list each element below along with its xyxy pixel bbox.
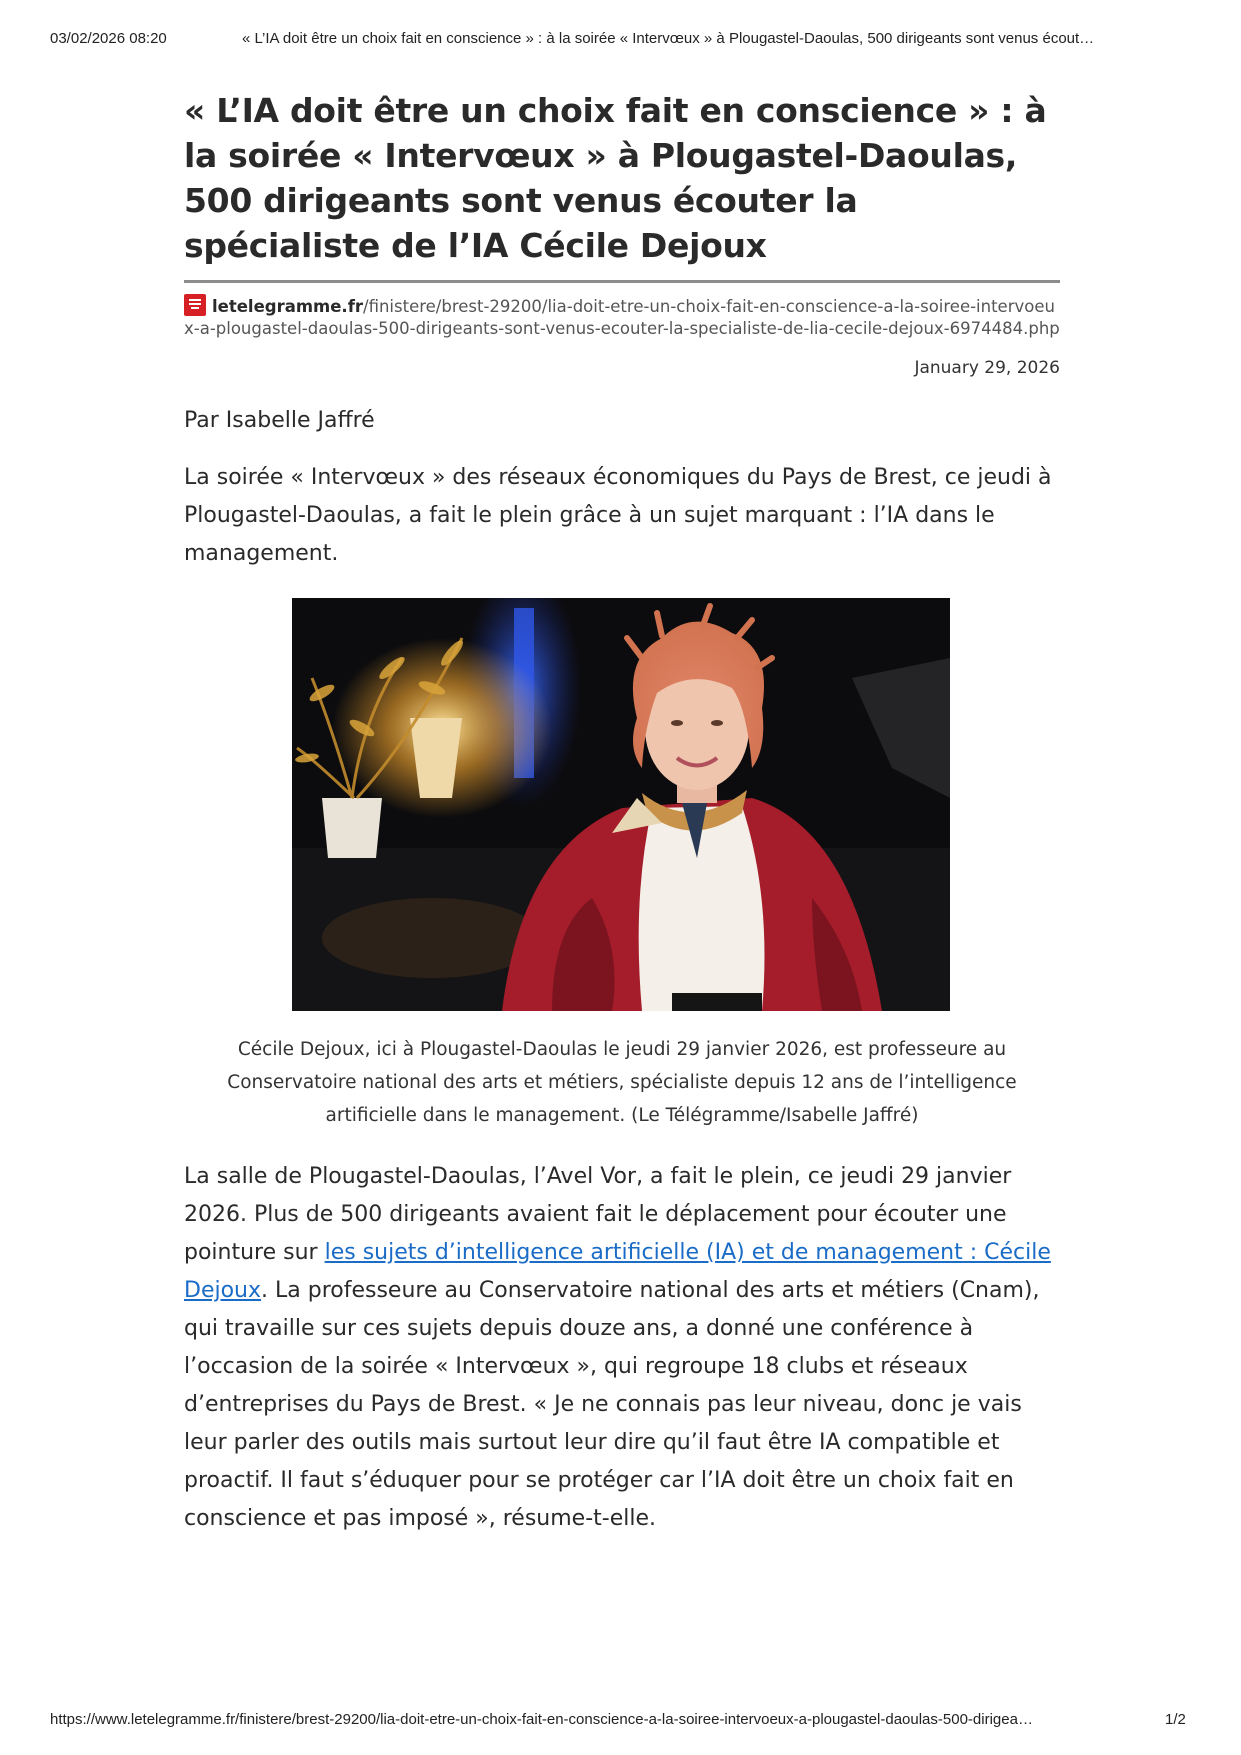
article-title: « L’IA doit être un choix fait en conscience » : à la soirée « Intervœux » à Plougastel-Daoulas, 500 dirigeants sont venus écouter la spécialiste de l’IA Cécile Dejoux <box>184 91 1047 265</box>
inline-article-link[interactable]: les sujets d’intelligence artificielle (IA) et de management : Cécile Dejoux <box>184 1240 1051 1303</box>
photo-caption: Cécile Dejoux, ici à Plougastel-Daoulas le jeudi 29 janvier 2026, est professeure au Conservatoire national des arts et métiers, spécialiste depuis 12 ans de l’intelligence artificielle dans le management. (Le Télégramme/Isabelle Jaffré) <box>227 1039 1017 1126</box>
print-url: https://www.letelegramme.fr/finistere/brest-29200/lia-doit-etre-un-choix-fait-en-conscience-a-la-soiree-intervoeux-a-plougastel-daoulas-500-dirigea… <box>50 1711 1033 1728</box>
portrait-illustration <box>292 598 950 1011</box>
publication-date: January 29, 2026 <box>914 358 1060 378</box>
intro-paragraph: La soirée « Intervœux » des réseaux économiques du Pays de Brest, ce jeudi à Plougastel-Daoulas, a fait le plein grâce à un sujet marquant : l’IA dans le management. <box>184 465 1052 566</box>
letelegramme-logo-icon <box>184 294 206 316</box>
print-doc-title: « L’IA doit être un choix fait en conscience » : à la soirée « Intervœux » à Plougastel-Daoulas, 500 dirigeants sont venus écout… <box>242 30 1095 47</box>
title-divider <box>184 280 1060 283</box>
body-text-before-link: La salle de Plougastel-Daoulas, l’Avel Vor, a fait le plein, ce jeudi 29 janvier 2026. Plus de 500 dirigeants avaient fait le déplacement pour écouter une pointure sur <box>184 1164 1012 1265</box>
source-url[interactable] <box>184 294 1060 340</box>
print-datetime: 03/02/2026 08:20 <box>50 30 167 47</box>
article-photo <box>292 598 950 1011</box>
body-paragraph <box>184 1158 1060 1538</box>
article <box>184 88 1060 1538</box>
source-domain: letelegramme.fr <box>212 297 364 316</box>
body-text-after-link: . La professeure au Conservatoire national des arts et métiers (Cnam), qui travaille sur ces sujets depuis douze ans, a donné une conférence à l’occasion de la soirée « Intervœux », qui regroupe 18 clubs et réseaux d’entreprises du Pays de Brest. « Je ne connais pas leur niveau, donc je vais leur parler des outils mais surtout leur dire qu’il faut être IA compatible et proactif. Il faut s’éduquer pour se protéger car l’IA doit être un choix fait en conscience et pas imposé », résume-t-elle. <box>184 1278 1040 1531</box>
byline: Par Isabelle Jaffré <box>184 408 375 433</box>
page-number: 1/2 <box>1165 1711 1186 1728</box>
source-path: /finistere/brest-29200/lia-doit-etre-un-choix-fait-en-conscience-a-la-soiree-intervoeux-a-plougastel-daoulas-500-dirigeants-sont-venus-ecouter-la-specialiste-de-lia-cecile-dejoux-6974484.php <box>184 297 1060 338</box>
